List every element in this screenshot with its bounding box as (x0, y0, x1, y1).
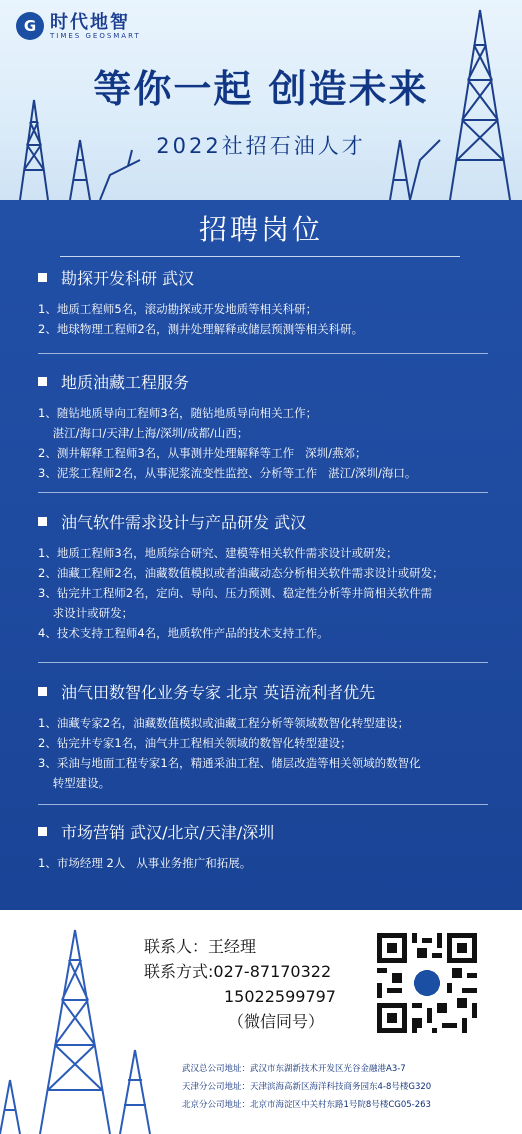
contact-wechat-note: （微信同号） (228, 1012, 325, 1031)
recruitment-subtitle: 2022社招石油人才 (156, 134, 366, 158)
list-item: 湛江/海口/天津/上海/深圳/成都/山西； (38, 426, 249, 440)
square-bullet-icon (38, 687, 47, 696)
office-addresses (182, 1060, 431, 1114)
section-exploration (38, 266, 498, 339)
address-wuhan: 武汉总公司地址：武汉市东湖新技术开发区光谷金融港A3-7 (182, 1064, 406, 1074)
list-item: 2、钻完井专家1名，油气井工程相关领域的数智化转型建设； (38, 736, 352, 750)
list-item: 1、市场经理 2人 从事业务推广和拓展。 (38, 856, 252, 870)
contact-phone: 联系方式:027-87170322 (144, 962, 332, 981)
section-marketing (38, 820, 498, 873)
list-item: 求设计或研发； (38, 606, 134, 620)
list-item: 3、采油与地面工程专家1名，精通采油工程、储层改造等相关领域的数智化 (38, 756, 421, 770)
list-item: 3、钻完井工程师2名，定向、导向、压力预测、稳定性分析等井筒相关软件需 (38, 586, 433, 600)
section-divider (38, 492, 488, 493)
square-bullet-icon (38, 377, 47, 386)
contact-footer (0, 910, 522, 1134)
section-digital-experts (38, 680, 498, 793)
list-item: 1、地质工程师3名，地质综合研究、建模等相关软件需求设计或研发； (38, 546, 398, 560)
section-divider (38, 804, 488, 805)
list-item: 2、油藏工程师2名，油藏数值模拟或者油藏动态分析相关软件需求设计或研发； (38, 566, 444, 580)
square-bullet-icon (38, 517, 47, 526)
header-banner (0, 0, 522, 200)
list-item: 4、技术支持工程师4名，地质软件产品的技术支持工作。 (38, 626, 329, 640)
section-title: 油气田数智化业务专家 北京 英语流利者优先 (61, 683, 376, 702)
section-divider (38, 662, 488, 663)
section-software (38, 510, 498, 643)
qr-code-icon (372, 928, 482, 1038)
logo-name-cn: 时代地智 (50, 11, 130, 33)
section-title: 地质油藏工程服务 (61, 373, 190, 392)
contact-person: 联系人：王经理 (144, 937, 257, 956)
list-item: 2、地球物理工程师2名，测井处理解释或储层预测等相关科研。 (38, 322, 364, 336)
section-title: 勘探开发科研 武汉 (61, 269, 195, 288)
list-item: 3、泥浆工程师2名，从事泥浆流变性监控、分析等工作 湛江/深圳/海口。 (38, 466, 417, 480)
company-logo (16, 12, 141, 40)
positions-title: 招聘岗位 (198, 213, 323, 246)
list-item: 转型建设。 (38, 776, 111, 790)
section-divider (38, 353, 488, 354)
logo-name-en: TIMES GEOSMART (50, 31, 141, 40)
list-item: 1、地质工程师5名，滚动勘探或开发地质等相关科研； (38, 302, 318, 316)
slogan-heading: 等你一起 创造未来 (93, 66, 429, 111)
square-bullet-icon (38, 827, 47, 836)
contact-info (144, 934, 336, 1034)
list-item: 2、测井解释工程师3名，从事测井处理解释等工作 深圳/燕郊； (38, 446, 367, 460)
positions-panel (0, 200, 522, 910)
address-beijing: 北京分公司地址：北京市海淀区中关村东路1号院8号楼CG05-263 (182, 1100, 431, 1110)
title-divider (60, 256, 460, 257)
section-title: 油气软件需求设计与产品研发 武汉 (61, 513, 307, 532)
square-bullet-icon (38, 273, 47, 282)
list-item: 1、油藏专家2名，油藏数值模拟或油藏工程分析等领域数智化转型建设； (38, 716, 410, 730)
section-title: 市场营销 武汉/北京/天津/深圳 (61, 823, 275, 842)
list-item: 1、随钻地质导向工程师3名，随钻地质导向相关工作； (38, 406, 318, 420)
section-geology-service (38, 370, 498, 483)
logo-mark-icon: G (16, 12, 44, 40)
contact-mobile: 15022599797 (224, 987, 336, 1006)
address-tianjin: 天津分公司地址：天津滨海高新区海洋科技商务园东4-8号楼G320 (182, 1082, 432, 1092)
